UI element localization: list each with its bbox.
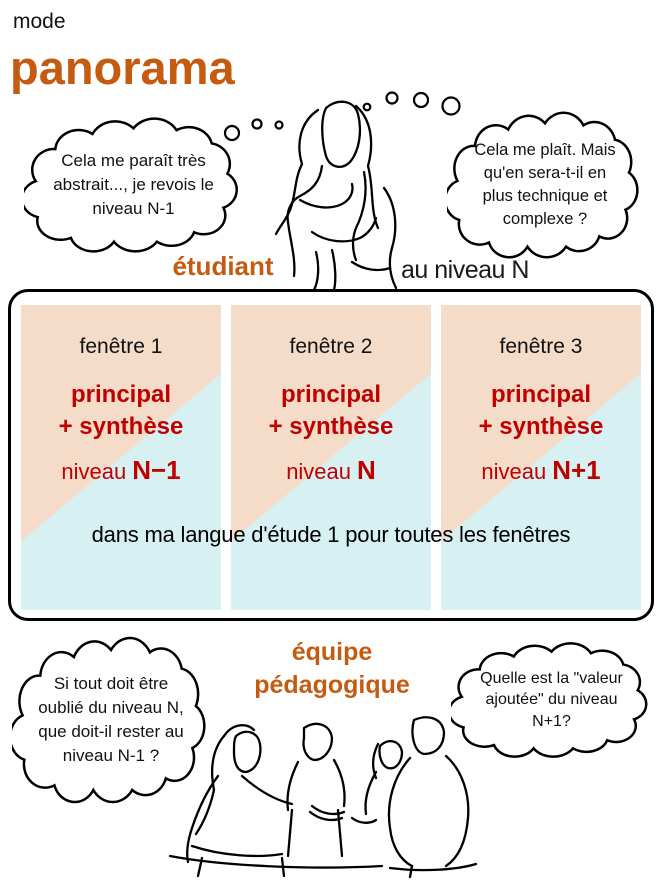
student-illustration xyxy=(256,92,428,292)
student-thought-bubble-left xyxy=(24,117,243,253)
window-1-title: fenêtre 1 xyxy=(79,335,163,358)
teaching-team-illustration xyxy=(162,706,484,878)
student-thought-right-text: Cela me plaît. Mais qu'en sera-t-il en plus technique et complexe ? xyxy=(474,140,616,229)
window-2-title: fenêtre 2 xyxy=(289,335,373,358)
window-3-title: fenêtre 3 xyxy=(499,335,583,358)
window-2-level: niveau N xyxy=(286,455,376,485)
student-label: étudiant xyxy=(172,251,274,281)
panel-footnote: dans ma langue d'étude 1 pour toutes les fenêtres xyxy=(91,522,571,547)
window-2-card xyxy=(231,305,431,610)
student-thought-bubble-right xyxy=(447,111,643,259)
window-1-content: principal + synthèse xyxy=(58,381,184,441)
page-title: panorama xyxy=(10,41,235,94)
window-3-content: principal + synthèse xyxy=(478,381,604,441)
mode-label: mode xyxy=(13,10,66,33)
window-2-content: principal + synthèse xyxy=(268,381,394,441)
window-1-level: niveau N−1 xyxy=(61,455,181,485)
student-thought-left-text: Cela me paraît très abstrait..., je revois le niveau N-1 xyxy=(53,150,214,219)
windows-panel xyxy=(8,289,654,621)
window-3-level: niveau N+1 xyxy=(481,455,601,485)
level-n-label: au niveau N xyxy=(401,256,529,284)
window-1-card xyxy=(21,305,221,610)
window-3-card xyxy=(441,305,641,610)
team-thought-left-text: Si tout doit être oublié du niveau N, que doit-il rester au niveau N-1 ? xyxy=(38,674,184,765)
team-thought-right-text: Quelle est la "valeur ajoutée" du niveau N+1? xyxy=(480,670,623,730)
teaching-team-label: équipe pédagogique xyxy=(254,638,410,699)
